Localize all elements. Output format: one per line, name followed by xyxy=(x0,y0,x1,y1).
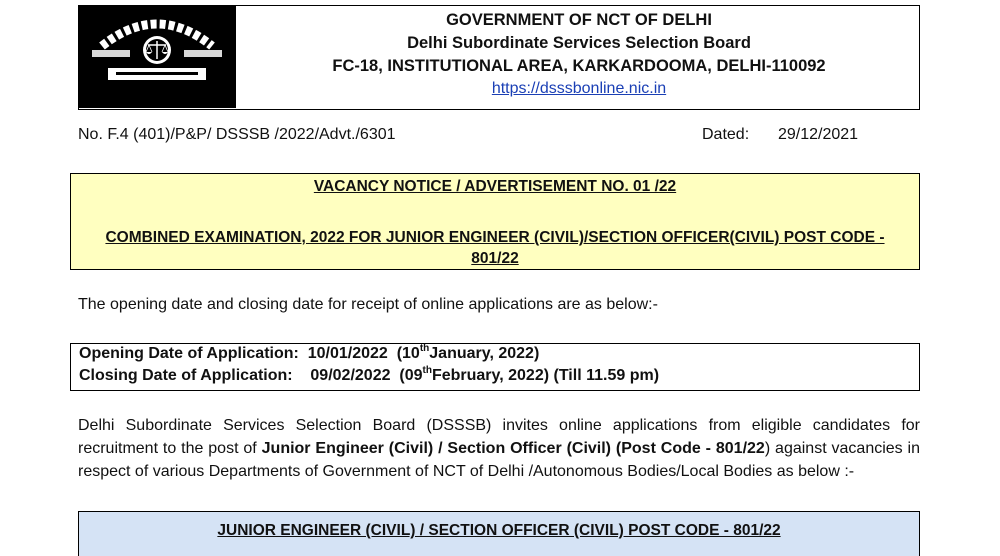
closing-date-value: 09/02/2022 xyxy=(310,367,391,384)
dated-value: 29/12/2021 xyxy=(778,126,859,143)
opening-date-value: 10/01/2022 xyxy=(307,345,388,362)
paragraph-part2: ) against vacancies in respect of various Departments of Government of NCT of Delhi /Autonomous Bodies/Local Bodies as below :- xyxy=(78,440,921,480)
closing-date-label: Closing Date of Application: xyxy=(79,367,293,384)
closing-date-row xyxy=(79,367,659,385)
government-title: GOVERNMENT OF NCT OF DELHI xyxy=(446,11,712,29)
reference-number: No. F.4 (401)/P&P/ DSSSB /2022/Advt./6301 xyxy=(78,126,396,143)
paragraph-part1: Delhi Subordinate Services Selection Board (DSSSB) invites online applications from eligible candidates for recruitment to the post of xyxy=(78,417,920,457)
dated-label: Dated: xyxy=(702,126,750,143)
invitation-paragraph xyxy=(78,414,920,483)
paragraph-post: Junior Engineer (Civil) / Section Officer (Civil) (Post Code - 801/22 xyxy=(261,440,765,457)
website-link[interactable]: https://dsssbonline.nic.in xyxy=(491,80,667,97)
application-dates-box xyxy=(70,343,920,391)
scales-of-justice-emblem-icon xyxy=(78,6,236,108)
opening-date-sup: th xyxy=(419,343,430,354)
closing-date-rest: February, 2022) (Till 11.59 pm) xyxy=(431,367,660,384)
opening-date-label: Opening Date of Application: xyxy=(79,345,299,362)
post-heading: JUNIOR ENGINEER (CIVIL) / SECTION OFFICER (CIVIL) POST CODE - 801/22 xyxy=(217,522,781,539)
vacancy-notice-subtitle: COMBINED EXAMINATION, 2022 FOR JUNIOR ENGINEER (CIVIL)/SECTION OFFICER(CIVIL) POST CODE - 801/22 xyxy=(105,229,885,267)
header-text xyxy=(238,5,920,100)
intro-text: The opening date and closing date for receipt of online applications are as below:- xyxy=(78,296,658,313)
closing-date-day: (09 xyxy=(399,367,423,384)
dsssb-logo xyxy=(78,6,236,108)
opening-date-row xyxy=(79,345,539,363)
opening-date-rest: January, 2022) xyxy=(429,345,540,362)
post-heading-box xyxy=(78,511,920,556)
vacancy-notice-title: VACANCY NOTICE / ADVERTISEMENT NO. 01 /22 xyxy=(313,178,677,195)
board-address: FC-18, INSTITUTIONAL AREA, KARKARDOOMA, DELHI-110092 xyxy=(332,57,826,75)
closing-date-sup: th xyxy=(422,365,432,376)
vacancy-notice-box xyxy=(70,173,920,270)
opening-date-day: (10 xyxy=(396,345,420,362)
board-name: Delhi Subordinate Services Selection Board xyxy=(407,34,751,52)
